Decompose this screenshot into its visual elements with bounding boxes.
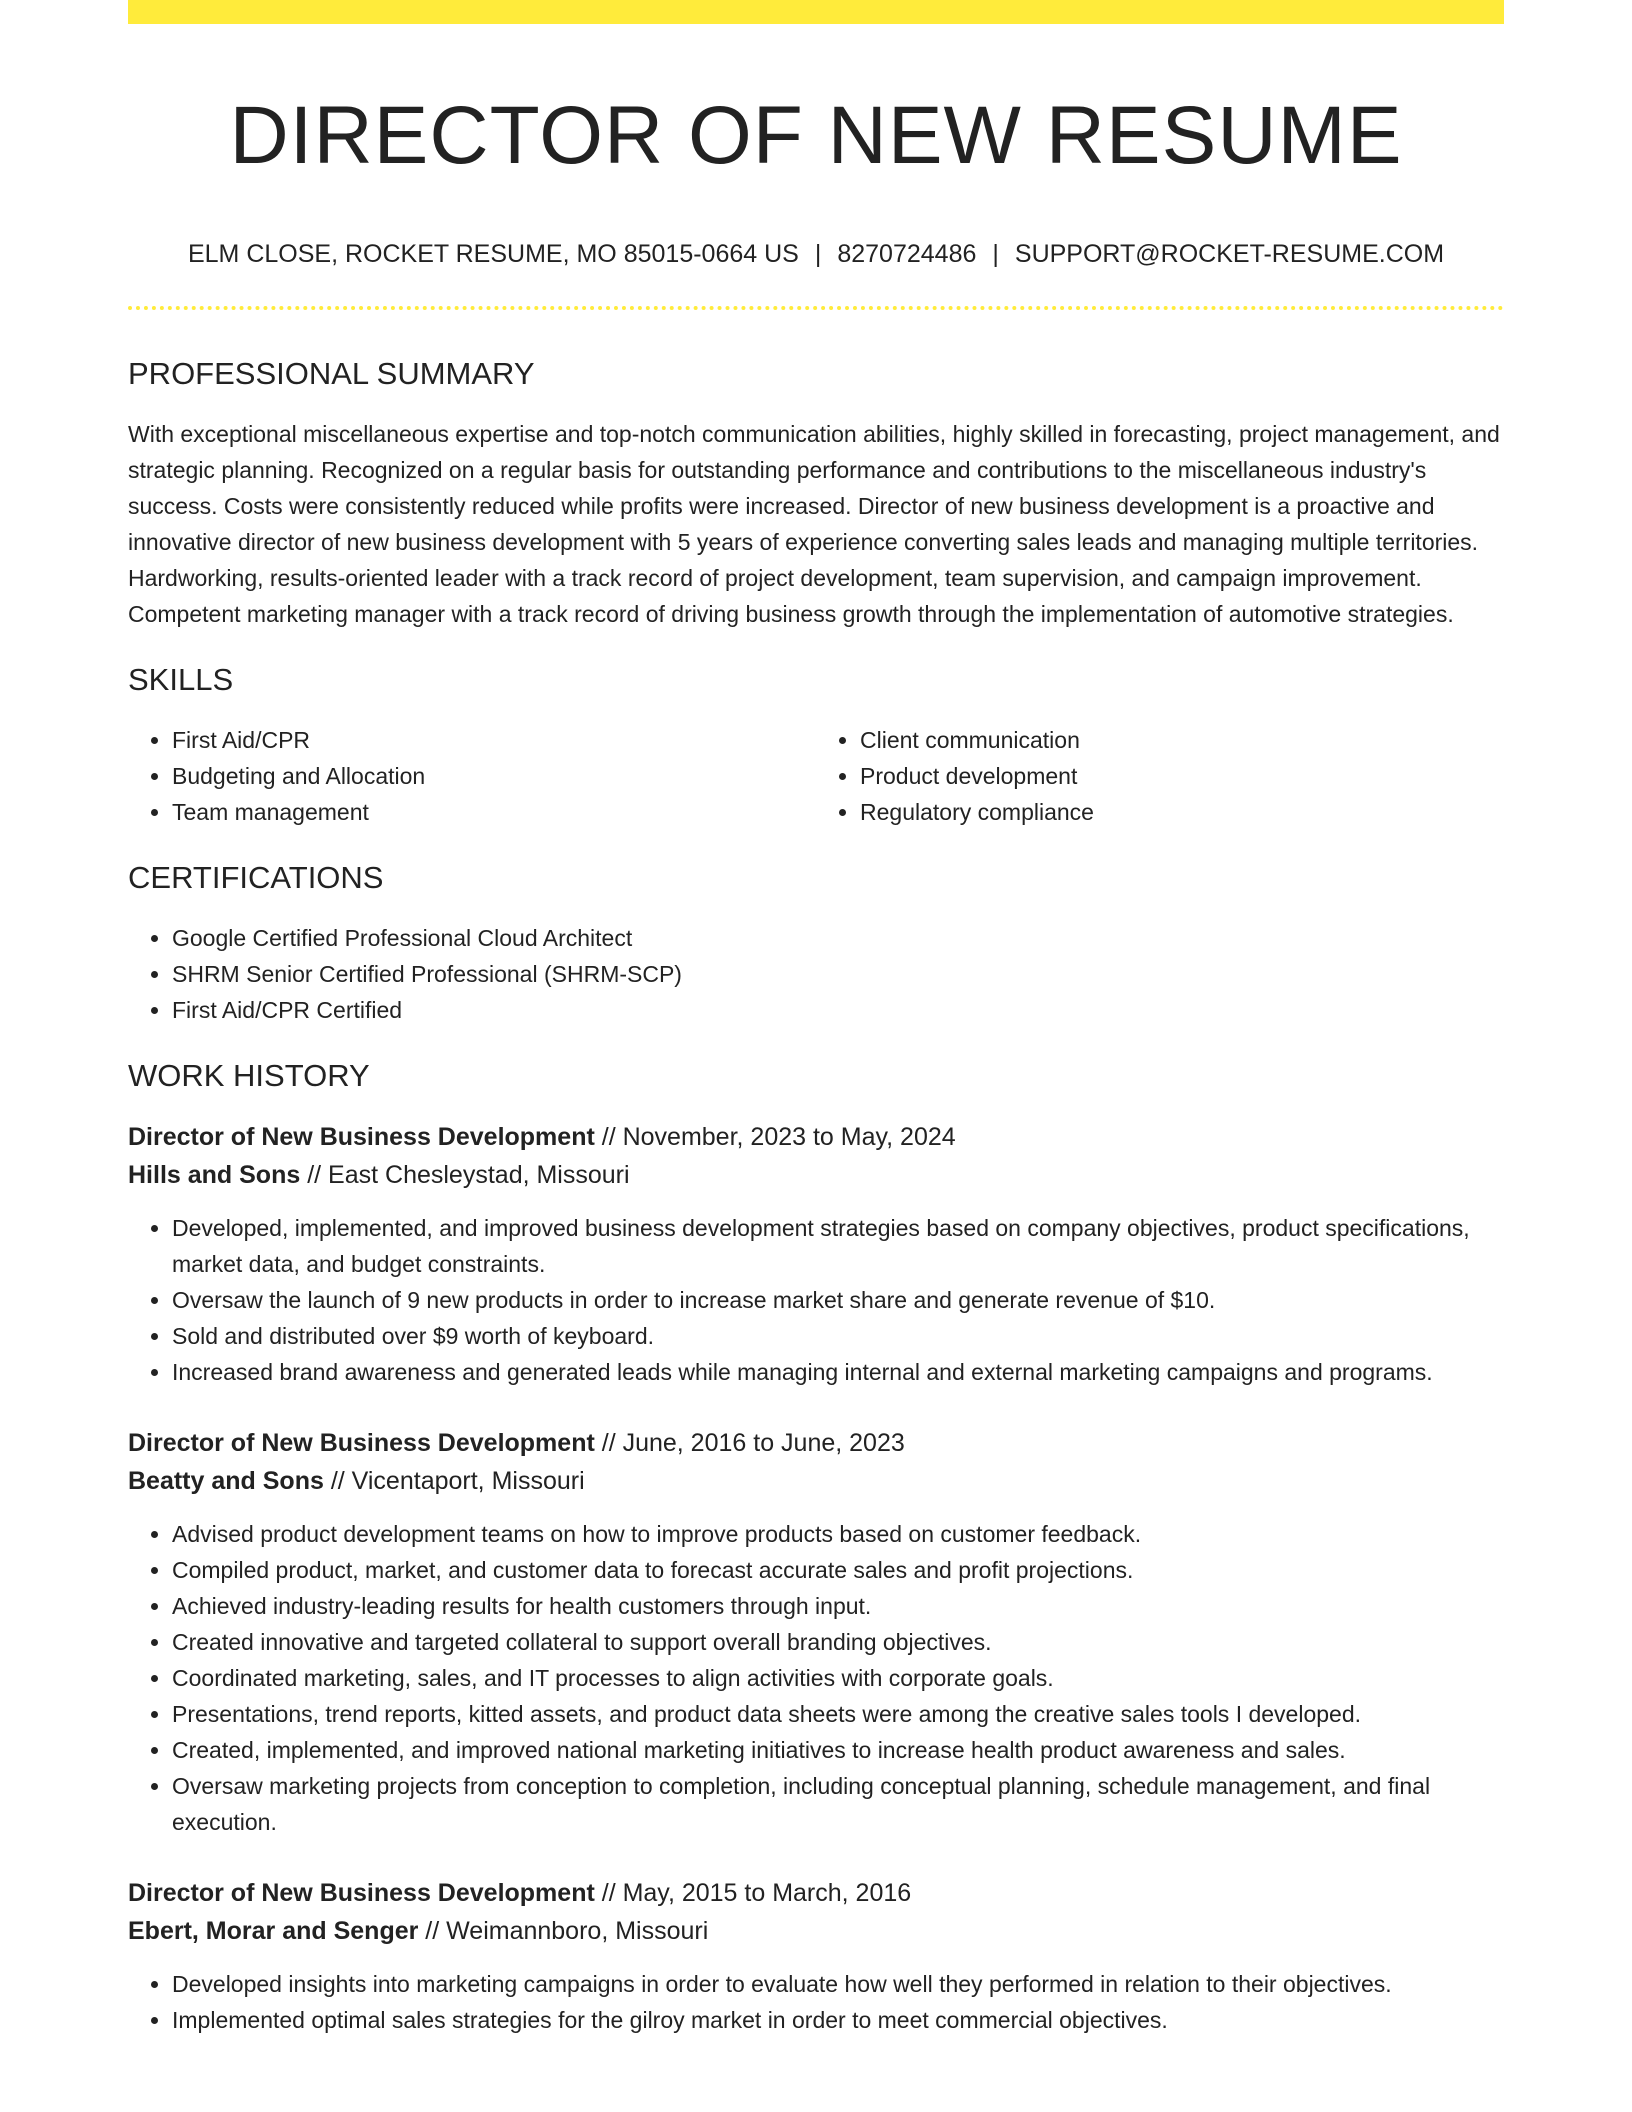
list-item: • Advised product development teams on how to improve products based on customer feedback. <box>172 1516 1504 1552</box>
list-item: • First Aid/CPR <box>172 722 816 758</box>
skills-section <box>128 660 1504 830</box>
contact-address: ELM CLOSE, ROCKET RESUME, MO 85015-0664 US <box>187 240 799 268</box>
job-company-line <box>128 1912 1504 1950</box>
work-history-title: WORK HISTORY <box>128 1058 370 1093</box>
list-item: • Regulatory compliance <box>860 794 1504 830</box>
list-item: • Team management <box>172 794 816 830</box>
job-company: Hills and Sons <box>128 1161 301 1189</box>
list-item: • Oversaw the launch of 9 new products in order to increase market share and generate revenue of $10. <box>172 1282 1504 1318</box>
list-item: • First Aid/CPR Certified <box>172 992 1504 1028</box>
list-item: • SHRM Senior Certified Professional (SHRM-SCP) <box>172 956 1504 992</box>
list-item: • Developed insights into marketing campaigns in order to evaluate how well they performed in relation to their objectives. <box>172 1966 1504 2002</box>
contact-separator: | <box>814 240 822 268</box>
certifications-list <box>128 920 1504 1028</box>
list-item: • Google Certified Professional Cloud Architect <box>172 920 1504 956</box>
job-location: // East Chesleystad, Missouri <box>300 1161 630 1189</box>
job-bullets <box>128 1966 1504 2038</box>
summary-text: With exceptional miscellaneous expertise and top-notch communication abilities, highly skilled in forecasting, project management, and strategic planning. Recognized on a regular basis for outstanding performance and contributions to the miscellaneous industry's success. Costs were consistently reduced while profits were increased. Director of new business development is a proactive and innovative director of new business development with 5 years of experience converting sales leads and managing multiple territories. Hardworking, results-oriented leader with a track record of project development, team supervision, and campaign improvement. Competent marketing manager with a track record of driving business growth through the implementation of automotive strategies. <box>128 421 1500 627</box>
certifications-title: CERTIFICATIONS <box>128 860 384 895</box>
list-item: • Budgeting and Allocation <box>172 758 816 794</box>
job-bullets <box>128 1516 1504 1840</box>
contact-separator: | <box>992 240 999 268</box>
job-entry <box>128 1874 1504 2038</box>
skills-list-right <box>816 722 1504 830</box>
job-company: Beatty and Sons <box>128 1467 324 1495</box>
job-company-line <box>128 1462 1504 1500</box>
list-item: • Compiled product, market, and customer data to forecast accurate sales and profit projections. <box>172 1552 1504 1588</box>
list-item: • Sold and distributed over $9 worth of keyboard. <box>172 1318 1504 1354</box>
work-history-section <box>128 1056 1504 2038</box>
contact-phone: 8270724486 <box>837 240 977 268</box>
job-location: // Vicentaport, Missouri <box>323 1467 585 1495</box>
list-item: • Client communication <box>860 722 1504 758</box>
summary-section <box>128 354 1504 632</box>
job-location: // Weimannboro, Missouri <box>418 1917 709 1945</box>
job-role-line <box>128 1424 1504 1462</box>
job-role: Director of New Business Development <box>128 1879 595 1907</box>
job-role-line <box>128 1118 1504 1156</box>
certifications-section <box>128 858 1504 1028</box>
list-item: • Oversaw marketing projects from conception to completion, including conceptual planning, schedule management, and final execution. <box>172 1768 1504 1840</box>
list-item: • Coordinated marketing, sales, and IT processes to align activities with corporate goals. <box>172 1660 1504 1696</box>
list-item: • Increased brand awareness and generated leads while managing internal and external marketing campaigns and programs. <box>172 1354 1504 1390</box>
accent-top-bar <box>128 0 1504 24</box>
header-divider <box>128 306 1504 310</box>
job-entry <box>128 1118 1504 1390</box>
job-role: Director of New Business Development <box>128 1123 595 1151</box>
list-item: • Implemented optimal sales strategies for the gilroy market in order to meet commercial objectives. <box>172 2002 1504 2038</box>
list-item: • Created innovative and targeted collateral to support overall branding objectives. <box>172 1624 1504 1660</box>
job-role-line <box>128 1874 1504 1912</box>
candidate-name: DIRECTOR OF NEW RESUME <box>229 90 1403 181</box>
contact-line <box>128 238 1504 270</box>
job-company-line <box>128 1156 1504 1194</box>
skills-title: SKILLS <box>128 662 234 697</box>
skills-list-left <box>128 722 816 830</box>
job-dates: // November, 2023 to May, 2024 <box>594 1123 956 1151</box>
skills-columns <box>128 722 1504 830</box>
job-company: Ebert, Morar and Senger <box>128 1917 419 1945</box>
summary-title: PROFESSIONAL SUMMARY <box>128 356 535 391</box>
list-item: • Developed, implemented, and improved business development strategies based on company objectives, product specifications, market data, and budget constraints. <box>172 1210 1504 1282</box>
list-item: • Product development <box>860 758 1504 794</box>
job-dates: // June, 2016 to June, 2023 <box>594 1429 905 1457</box>
job-bullets <box>128 1210 1504 1390</box>
contact-email: SUPPORT@ROCKET-RESUME.COM <box>1014 240 1445 268</box>
job-dates: // May, 2015 to March, 2016 <box>594 1879 912 1907</box>
list-item: • Achieved industry-leading results for health customers through input. <box>172 1588 1504 1624</box>
job-entry <box>128 1424 1504 1840</box>
list-item: • Presentations, trend reports, kitted assets, and product data sheets were among the creative sales tools I developed. <box>172 1696 1504 1732</box>
resume-page <box>128 0 1504 2038</box>
job-role: Director of New Business Development <box>128 1429 595 1457</box>
list-item: • Created, implemented, and improved national marketing initiatives to increase health product awareness and sales. <box>172 1732 1504 1768</box>
